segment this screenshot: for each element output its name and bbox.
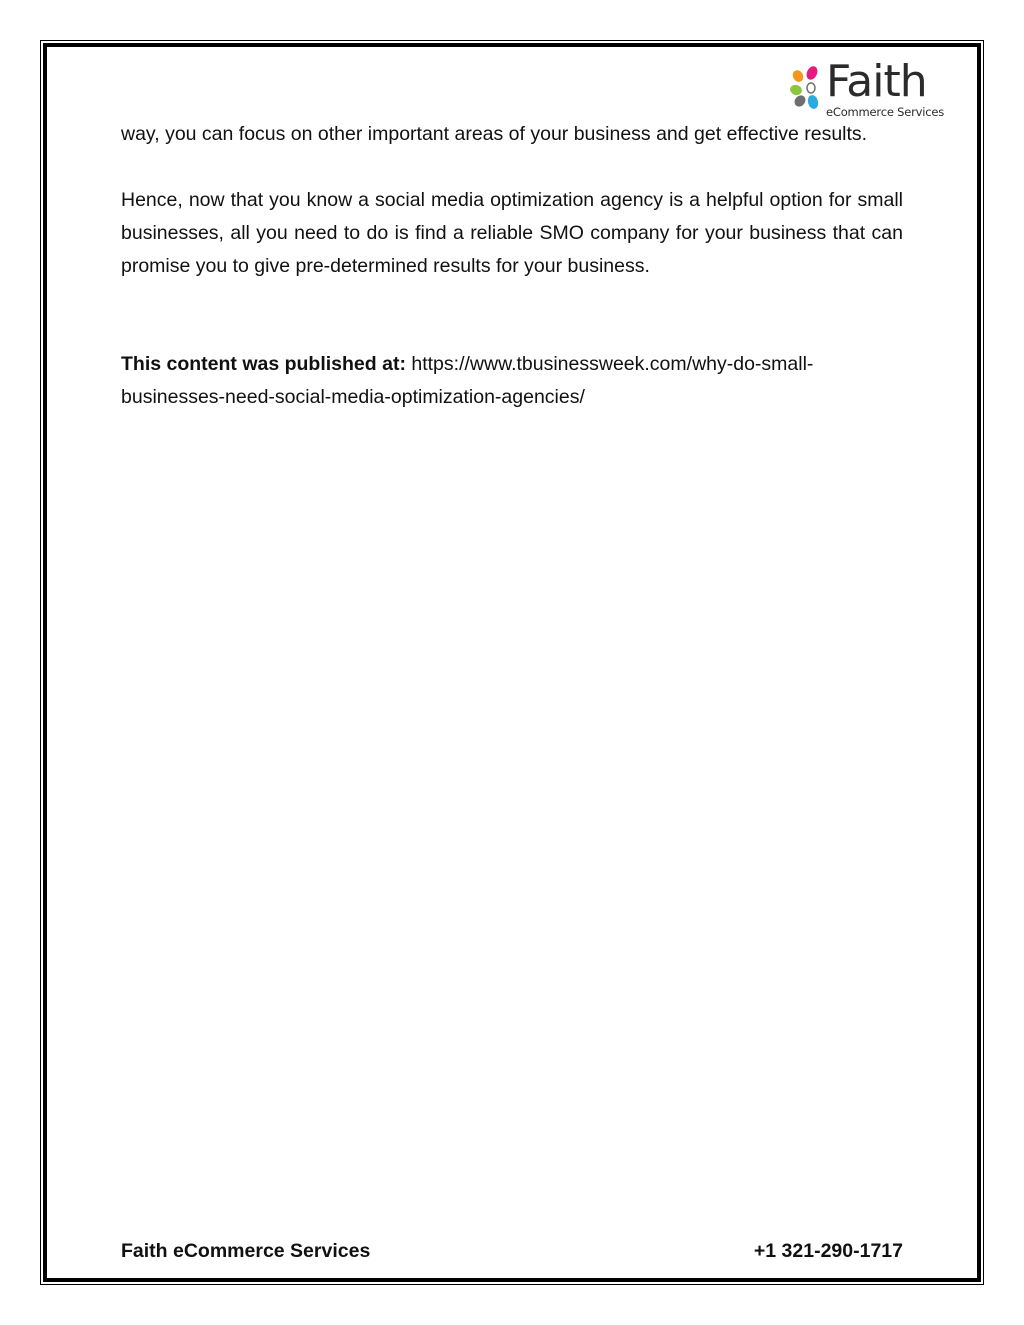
published-label: This content was published at:: [121, 353, 406, 375]
logo-tagline: eCommerce Services: [826, 105, 945, 119]
published-source: [121, 348, 903, 414]
document-body: [121, 118, 903, 414]
paragraph: way, you can focus on other important areas of your business and get effective results.: [121, 123, 868, 145]
faith-logo: [790, 56, 945, 124]
logo-wordmark: Faith: [826, 56, 927, 107]
flower-icon: [790, 66, 824, 112]
published-url: https://www.tbusinessweek.com/why-do-small-businesses-need-social-media-optimization-agencies/: [121, 353, 814, 408]
paragraph: Hence, now that you know a social media optimization agency is a helpful option for small businesses, all you need to do is find a reliable SMO company for your business that can promise you to give pre-determined results for your business.: [121, 189, 903, 277]
footer-phone: +1 321-290-1717: [753, 1240, 903, 1262]
page-footer: [121, 1236, 903, 1266]
footer-company: Faith eCommerce Services: [121, 1240, 371, 1262]
